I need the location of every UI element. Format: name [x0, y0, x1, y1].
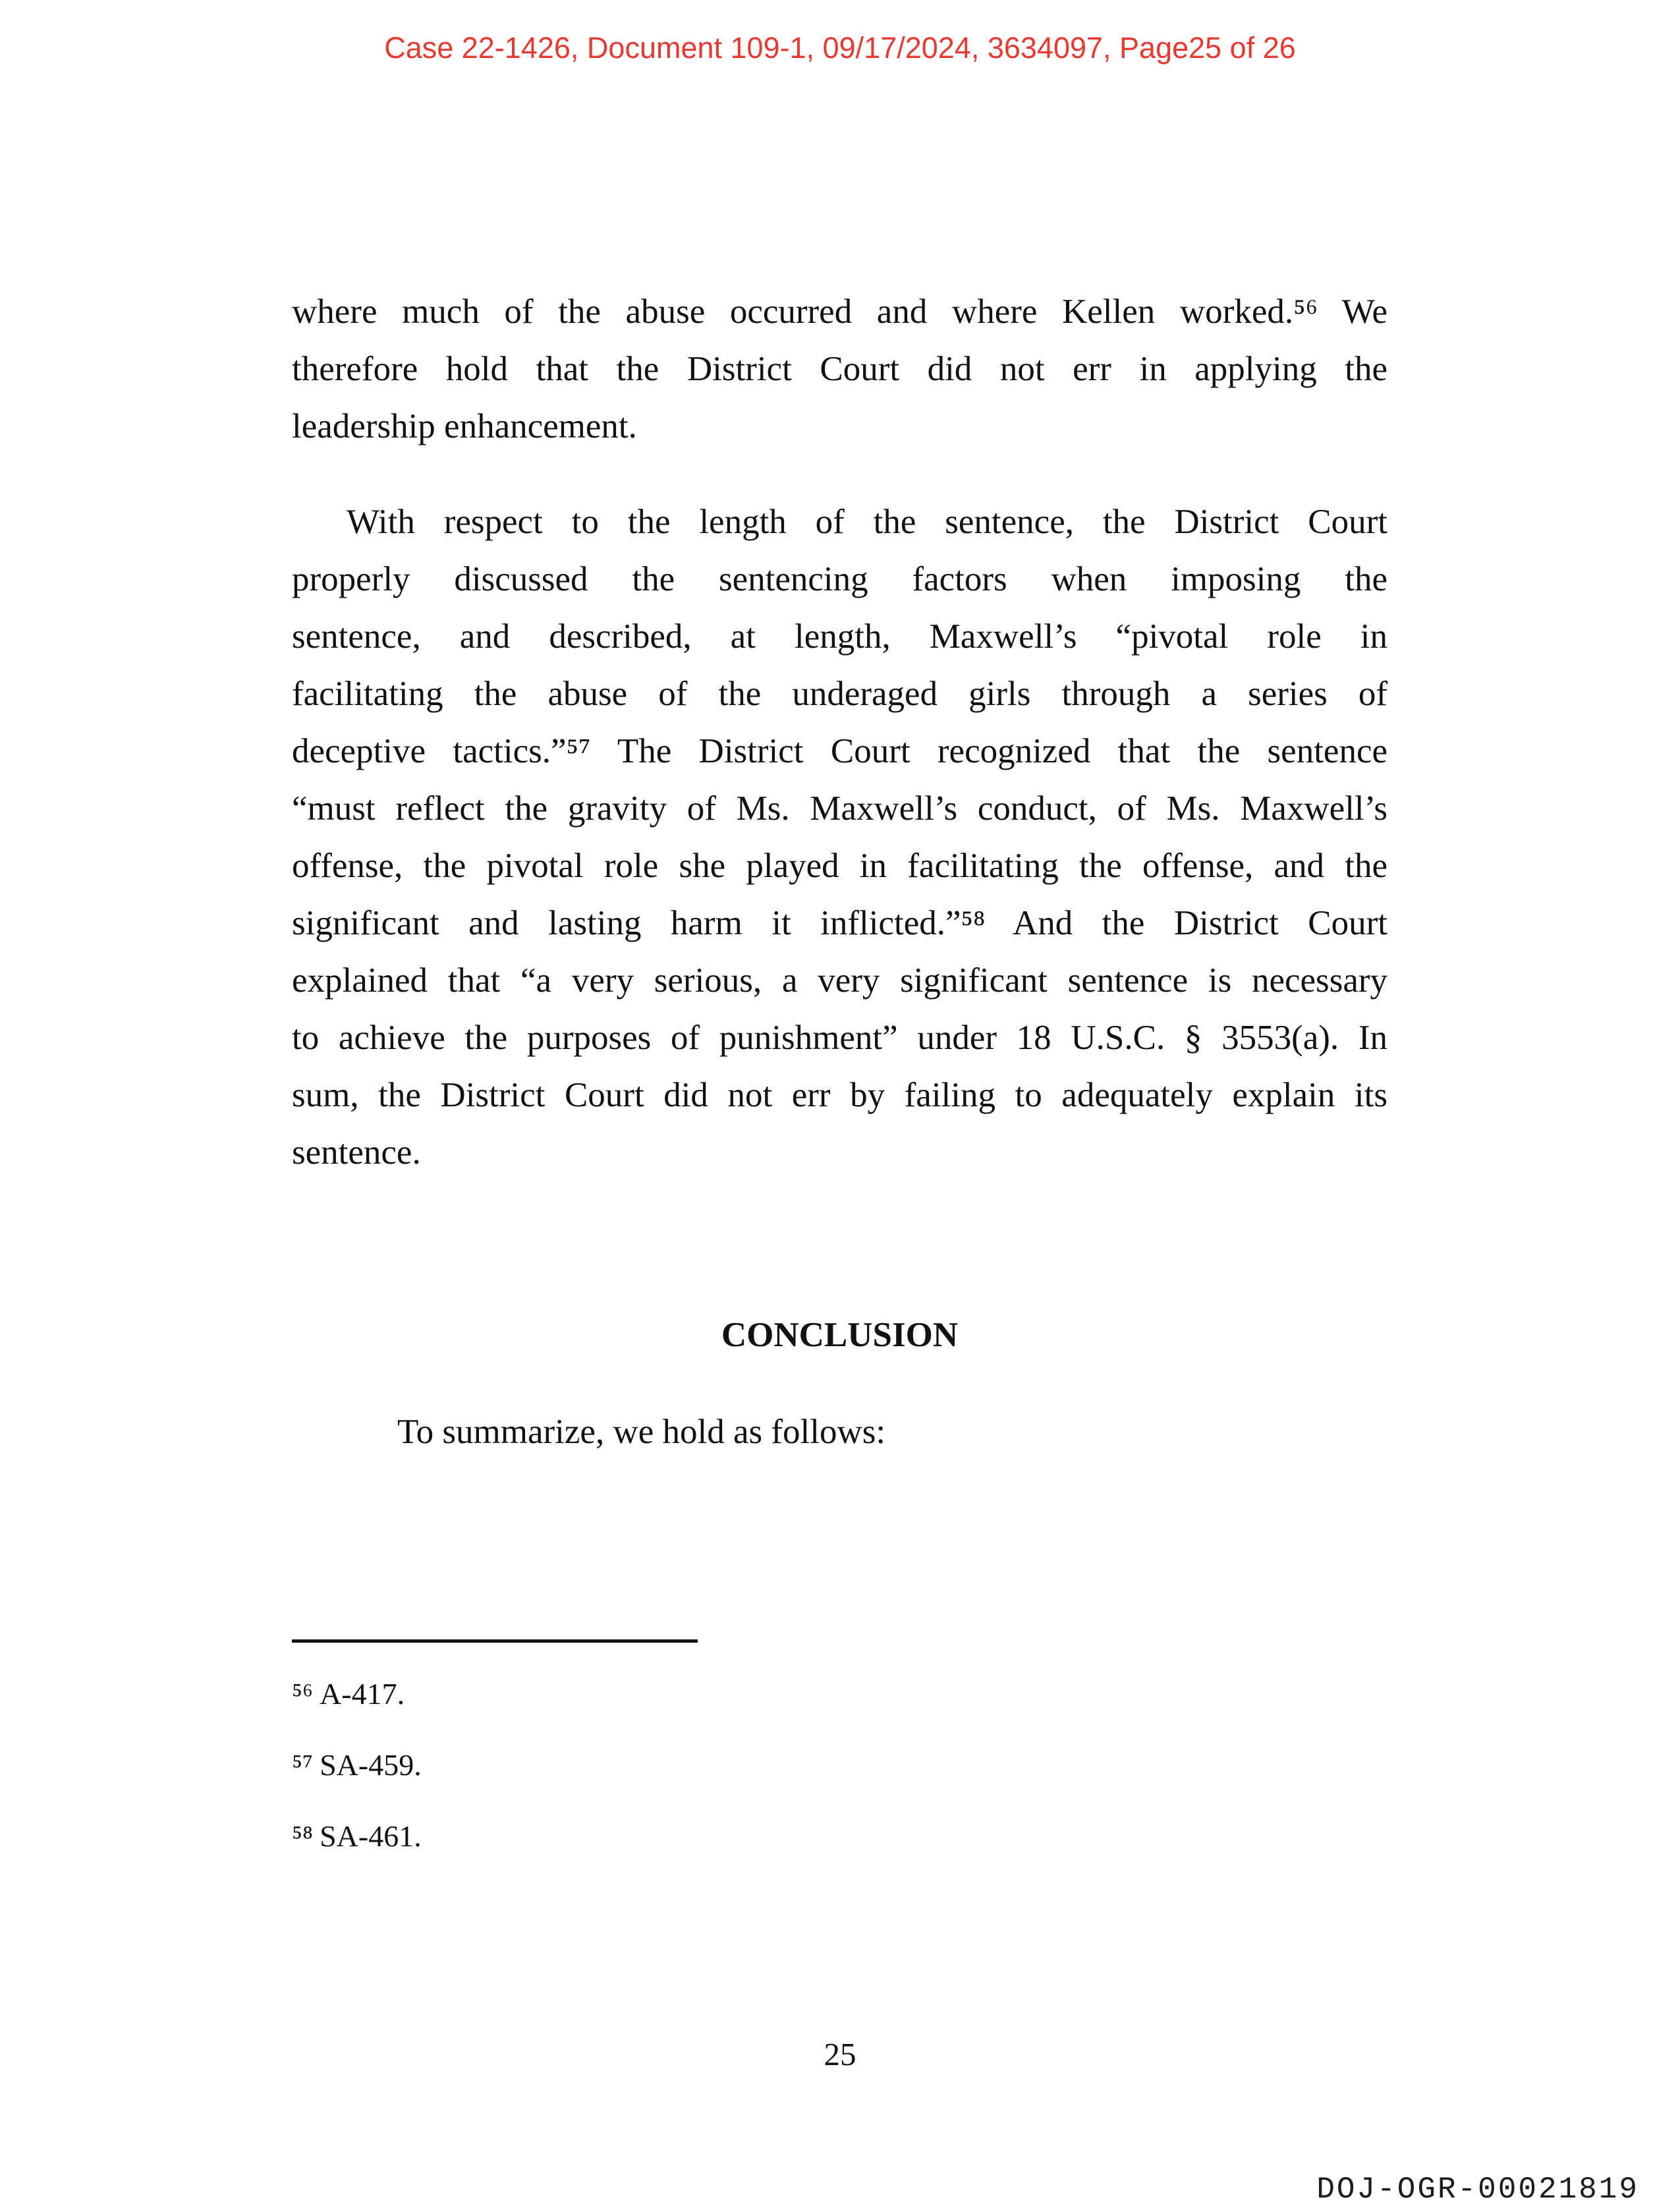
- body-text: [292, 283, 1387, 1461]
- body-line: sum, the District Court did not err by failing to adequately explain its: [292, 1076, 1387, 1114]
- body-line: properly discussed the sentencing factors when imposing the: [292, 560, 1387, 598]
- paragraph-1: [292, 283, 1387, 455]
- body-line: where much of the abuse occurred and where Kellen worked.⁵⁶ We: [292, 293, 1387, 331]
- footnote-58: [292, 1817, 1387, 1856]
- paragraph-2: [292, 494, 1387, 1181]
- page-number: 25: [824, 2036, 856, 2072]
- body-line: facilitating the abuse of the underaged girls through a series of: [292, 675, 1387, 713]
- case-stamp-header: Case 22-1426, Document 109-1, 09/17/2024, 3634097, Page25 of 26: [384, 31, 1296, 65]
- footnotes-section: [292, 1639, 1387, 1856]
- body-line: sentence.: [292, 1133, 421, 1172]
- footnote-56: [292, 1674, 1387, 1714]
- body-line: explained that “a very serious, a very significant sentence is necessary: [292, 961, 1387, 1000]
- footnote-text: A-417.: [320, 1677, 405, 1711]
- footnote-text: SA-459.: [320, 1748, 422, 1782]
- footnote-text: SA-461.: [320, 1819, 422, 1853]
- body-line: “must reflect the gravity of Ms. Maxwell’s conduct, of Ms. Maxwell’s: [292, 789, 1387, 828]
- body-line: offense, the pivotal role she played in facilitating the offense, and the: [292, 847, 1387, 885]
- footnote-marker: ⁵⁶: [292, 1677, 314, 1711]
- conclusion-heading: CONCLUSION: [721, 1316, 959, 1354]
- body-line: to achieve the purposes of punishment” under 18 U.S.C. § 3553(a). In: [292, 1019, 1387, 1057]
- footnote-marker: ⁵⁸: [292, 1819, 314, 1853]
- footnote-separator: [292, 1639, 698, 1643]
- body-line: With respect to the length of the sentence, the District Court: [347, 503, 1387, 541]
- body-line: sentence, and described, at length, Maxwell’s “pivotal role in: [292, 617, 1387, 656]
- summary-line: To summarize, we hold as follows:: [397, 1413, 886, 1451]
- body-line: significant and lasting harm it inflicted.”⁵⁸ And the District Court: [292, 904, 1387, 942]
- body-line: deceptive tactics.”⁵⁷ The District Court recognized that the sentence: [292, 732, 1387, 770]
- footnote-marker: ⁵⁷: [292, 1748, 314, 1782]
- body-line: leadership enhancement.: [292, 407, 637, 445]
- bates-number: DOJ-OGR-00021819: [1316, 2172, 1639, 2207]
- body-line: therefore hold that the District Court did not err in applying the: [292, 350, 1387, 388]
- footnote-57: [292, 1745, 1387, 1785]
